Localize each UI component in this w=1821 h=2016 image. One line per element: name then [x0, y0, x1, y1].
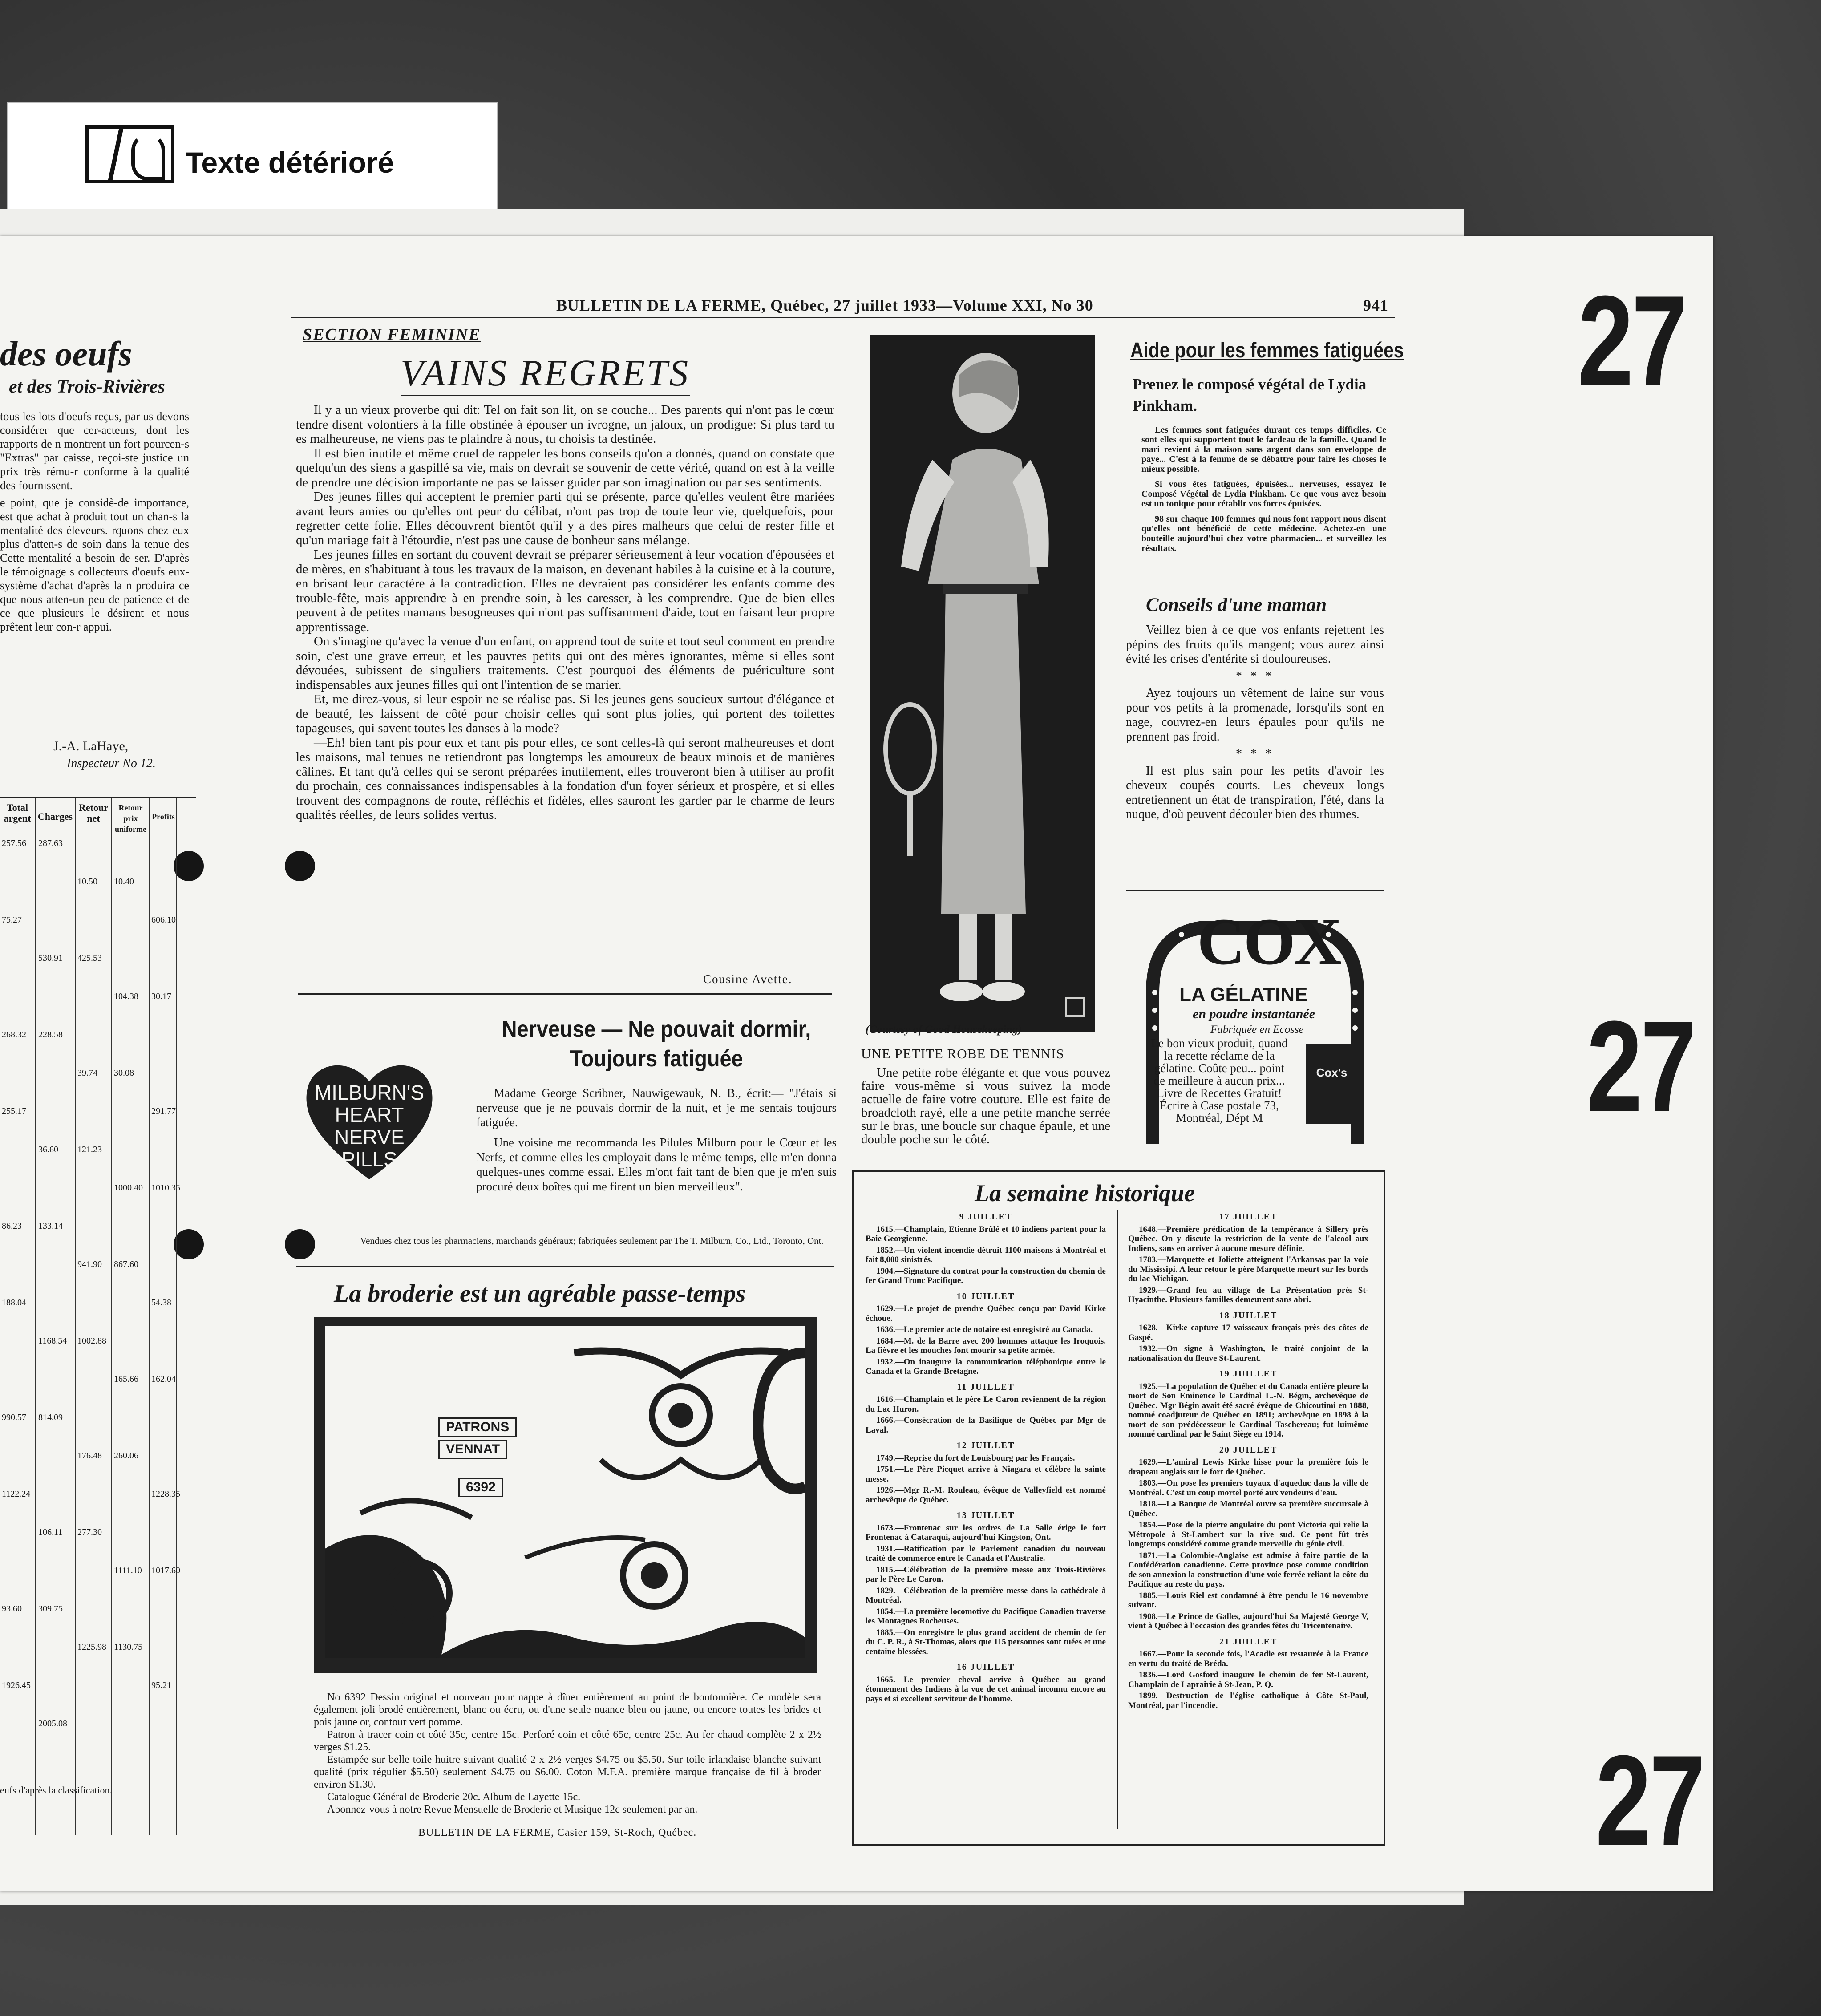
- pinkham-ad-text: [1141, 425, 1386, 559]
- article-paragraph: Il y a un vieux proverbe qui dit: Tel on fait son lit, on se couche... Des parents qui n'ont pas le cœur tendre disent volontiers à la fille obstinée à épouser un ivrogne, un jaloux, un prodigue: Si plus tard tu es malheureuse, ne viens pas te plaindre à nous, tu choisis ta destinée.: [296, 403, 834, 446]
- cox-brand-name: COX: [1197, 905, 1340, 979]
- section-rule: [298, 993, 832, 995]
- deteriorated-text-icon: [85, 125, 174, 183]
- embroidery-paragraph: Abonnez-vous à notre Revue Mensuelle de Broderie et Musique 12c seulement par an.: [327, 1804, 698, 1815]
- historical-entry: 1749.—Reprise du fort de Louisbourg par les Français.: [876, 1453, 1075, 1463]
- pinkham-paragraph: Si vous êtes fatiguées, épuisées... nerveuses, essayez le Composé Végétal de Lydia Pinkham. Ce que vous avez besoin est un tonique pour rétablir vos forces épuisées.: [1141, 479, 1386, 509]
- historical-entry: 1929.—Grand feu au village de La Présentation près St-Hyacinthe. Plusieurs familles demeurent sans abri.: [1128, 1285, 1368, 1304]
- table-cell: 425.53: [77, 953, 102, 963]
- historical-week-title: La semaine historique: [975, 1180, 1195, 1206]
- tennis-dress-text: [861, 1066, 1110, 1146]
- table-cell: 162.04: [151, 1374, 176, 1384]
- historical-entry: 1885.—On enregistre le plus grand accident de chemin de fer du C. P. R., à St-Thomas, alors que 115 personnes sont tuées et une centaine blessées.: [866, 1627, 1106, 1656]
- table-cell: 104.38: [114, 992, 138, 1001]
- historical-entry: 1665.—Le premier cheval arrive à Québec au grand étonnement des Indiens à la vue de cet animal inconnu encore au pays et si excellent serviteur de l'homme.: [866, 1675, 1106, 1704]
- table-cell: 268.32: [2, 1030, 26, 1040]
- column-divider: [1117, 1210, 1118, 1829]
- pinkham-ad-subtitle: Prenez le composé végétal de Lydia Pinkham.: [1133, 376, 1367, 414]
- historical-date: 17 JUILLET: [1219, 1212, 1278, 1222]
- table-cell: 941.90: [77, 1259, 102, 1269]
- historical-entry: 1871.—La Colombie-Anglaise est admise à faire partie de la Confédération canadienne. Cette province pose comme condition de son annexion la construction d'une voie ferrée reliant la côte du Pacifique au reste du pays.: [1128, 1550, 1368, 1589]
- embroidery-address: BULLETIN DE LA FERME, Casier 159, St-Roch, Québec.: [418, 1827, 697, 1838]
- historical-date: 10 JUILLET: [956, 1291, 1015, 1301]
- historical-entry: 1885.—Louis Riel est condamné à être pendu le 16 novembre suivant.: [1128, 1591, 1368, 1610]
- milburn-paragraph: Madame George Scribner, Nauwigewauk, N. B., écrit:— "J'étais si nerveuse que je ne pouvais dormir de la nuit, et je me sentais toujours fatiguée.: [476, 1086, 837, 1129]
- left-column-title: des oeufs: [0, 334, 132, 373]
- historical-date: 18 JUILLET: [1219, 1310, 1278, 1320]
- historical-entry: 1629.—L'amiral Lewis Kirke hisse pour la première fois le drapeau anglais sur le fort de Québec.: [1128, 1457, 1368, 1477]
- historical-entry: 1636.—Le premier acte de notaire est enregistré au Canada.: [876, 1325, 1093, 1334]
- historical-entry: 1926.—Mgr R.-M. Rouleau, évêque de Valleyfield est nommé archevêque de Québec.: [866, 1486, 1106, 1505]
- historical-entry: 1803.—On pose les premiers tuyaux d'aqueduc dans la ville de Montréal. C'est un coup mortel porté aux vendeurs d'eau.: [1128, 1478, 1368, 1498]
- embroidery-pattern-drawing: [325, 1326, 805, 1658]
- article-paragraph: —Eh! bien tant pis pour eux et tant pis pour elles, ce sont celles-là qui seront malheureuses et dont les maisons, mal tenues ne retiendront pas longtemps les amoureux de beaux minois et de manières câlines. Et tant qu'à celles qui se seront préparées inutilement, elles trouveront bien à utiliser au profit du prochain, ces connaissances indispensables à la fondation d'un foyer sérieux et prospère, et si elles trouvent des compagnons de route, réfléchis et fidèles, elles sauront les garder par le charme de leurs qualités réelles, de leurs solides vertus.: [296, 735, 834, 822]
- historical-entry: 1815.—Célébration de la première messe aux Trois-Rivières par le Père Le Caron.: [866, 1565, 1106, 1584]
- historical-entry: 1818.—La Banque de Montréal ouvre sa première succursale à Québec.: [1128, 1499, 1368, 1518]
- page-number-middle: 27: [1586, 994, 1695, 1138]
- historical-date: 21 JUILLET: [1219, 1636, 1278, 1647]
- table-cell: 255.17: [2, 1106, 26, 1116]
- tennis-dress-illustration: [870, 335, 1095, 1032]
- table-header: Profits: [152, 812, 175, 821]
- historical-entry: 1666.—Consécration de la Basilique de Québec par Mgr de Laval.: [866, 1416, 1106, 1435]
- conseils-paragraph: Ayez toujours un vêtement de laine sur vous pour vos petits à la promenade, lorsqu'ils sont en nage, couvrez-en leurs épaules pour qu'ils ne prennent pas froid.: [1126, 686, 1384, 744]
- pinkham-paragraph: 98 sur chaque 100 femmes qui nous font rapport nous disent qu'elles ont bénéficié de cette médecine. Achetez-en une bouteille aujourd'hui chez votre pharmacien... et surveillez les résultats.: [1141, 514, 1386, 553]
- historical-entry: 1854.—La première locomotive du Pacifique Canadien traverse les Montagnes Rocheuses.: [866, 1607, 1106, 1626]
- historical-date: 11 JUILLET: [957, 1382, 1015, 1392]
- table-cell: 291.77: [151, 1106, 176, 1116]
- table-header: Total argent: [4, 802, 31, 824]
- table-header: Retour prix uniforme: [115, 803, 146, 834]
- table-cell: 133.14: [38, 1221, 63, 1231]
- table-cell: 86.23: [2, 1221, 22, 1231]
- embroidery-paragraph: Estampée sur belle toile huitre suivant qualité 2 x 2½ verges $4.75 ou $5.50. Sur toile irlandaise blanche suivant qualité (prix régulier $5.50) seulement $4.75 ou $6.00. Coton M.F.A. première marque française de fil à broder environ $1.30.: [314, 1754, 821, 1790]
- historical-entry: 1854.—Pose de la pierre angulaire du pont Victoria qui relie la Métropole à St-Lambert sur la rive sud. Ce pont fût très longtemps considéré comme grande merveille du génie civil.: [1128, 1520, 1368, 1549]
- historical-column-right: [1128, 1206, 1368, 1712]
- article-paragraph: Il est bien inutile et même cruel de rappeler les bons conseils qu'on a donnés, quand on constate que quelqu'un des siens a gaspillé sa vie, mais on devrait se souvenir de cette vérité, quand on est à la veille de prendre une décision importante ne pas se laisser guider par son imagination ou par ses sentiments.: [296, 446, 834, 490]
- conseils-paragraph: Veillez bien à ce que vos enfants rejettent les pépins des fruits qu'ils mangent; vous aurez ainsi évité les crises d'entérite si douloureuses.: [1126, 623, 1384, 666]
- table-cell: 1017.60: [151, 1566, 180, 1575]
- left-column-paragraph: e point, que je considè-de importance, est que achat à produit tout un chan-s la mentalité des éleveurs. rquons chez eux plus d'atten-s de soin dans la tenue des Cette mentalité a besoin de ser. D'après le témoignage s collecteurs d'oeufs eux-système d'achat d'après la n produira ce que nous atten-un peu de patience et de ce que plusieurs le désirent et nous prêtent leur con-r appui.: [0, 496, 189, 633]
- cox-product: LA GÉLATINE: [1179, 984, 1308, 1005]
- cox-box-label: Cox's: [1316, 1066, 1348, 1079]
- article-signature: Cousine Avette.: [703, 972, 793, 986]
- article-body: [296, 403, 834, 822]
- photo-credit: (Courtesy of Good Housekeeping): [866, 1024, 1022, 1036]
- table-cell: 530.91: [38, 953, 63, 963]
- embroidery-paragraph: Patron à tracer coin et côté 35c, centre 15c. Perforé coin et côté 65c, centre 25c. Au fer chaud complète 2 x 2½ verges $1.25.: [314, 1729, 821, 1753]
- pattern-label: VENNAT: [438, 1440, 507, 1459]
- conseils-paragraph: Il est plus sain pour les petits d'avoir les cheveux coupés courts. Les cheveux longs entretiennent un état de transpiration, l'été, dans la nuque, d'où peuvent découler bien des rhumes.: [1126, 764, 1384, 821]
- binder-hole: [285, 1229, 315, 1259]
- section-label: SECTION FEMININE: [303, 325, 481, 344]
- embroidery-paragraph: Catalogue Général de Broderie 20c. Album de Layette 15c.: [327, 1791, 581, 1803]
- header-rule: [291, 317, 1395, 318]
- cox-ad-text: Le bon vieux produit, quand la recette réclame de la gélatine. Coûte peu... point de meilleure à aucun prix... Livre de Recettes Gratuit! Écrire à Case postale 73, Montréal, Dépt M: [1151, 1036, 1288, 1125]
- running-head-text: BULLETIN DE LA FERME, Québec, 27 juillet 1933—Volume XXI, No 30: [556, 296, 1093, 314]
- embroidery-title: La broderie est un agréable passe-temps: [334, 1280, 746, 1308]
- historical-date: 9 JUILLET: [959, 1212, 1012, 1222]
- table-cell: 228.58: [38, 1030, 63, 1040]
- table-cell: 54.38: [151, 1298, 171, 1308]
- historical-entry: 1925.—La population de Québec et du Canada entière pleure la mort de Son Eminence le Cardinal L.-N. Bégin, archevêque de Québec. Mgr Bégin avait été sacré évêque de Chicoutimi en 1888, nommé coadjuteur de Québec en 1891; archevêque en 1898 à la mort de son prédécesseur le Cardinal Taschereau; fut luimême nommé cardinal par le Saint Siège en 1914.: [1128, 1381, 1368, 1439]
- conseils-title: Conseils d'une maman: [1146, 595, 1327, 615]
- article-title: VAINS REGRETS: [401, 352, 690, 396]
- table-cell: 10.40: [114, 877, 134, 887]
- table-cell: 75.27: [2, 915, 22, 925]
- left-column-inspector: Inspecteur No 12.: [67, 757, 156, 770]
- historical-entry: 1932.—On signe à Washington, le traité conjoint de la nationalisation du fleuve St-Laurent.: [1128, 1344, 1368, 1363]
- historical-column-left: [866, 1206, 1106, 1705]
- left-column-subtitle: et des Trois-Rivières: [9, 376, 165, 397]
- table-cell: 260.06: [114, 1451, 138, 1461]
- milburn-ad-title: Nerveuse — Ne pouvait dormir, Toujours fatiguée: [502, 1016, 811, 1072]
- historical-entry: 1648.—Première prédication de la tempérance à Sillery près Québec. On y discute la restriction de la vente de l'alcool aux Indiens, sans en arriver à aucune mesure définie.: [1128, 1224, 1368, 1253]
- table-cell: 165.66: [114, 1374, 138, 1384]
- table-cell: 867.60: [114, 1259, 138, 1269]
- table-cell: 990.57: [2, 1413, 26, 1422]
- article-paragraph: Les jeunes filles en sortant du couvent devrait se préparer sérieusement à leur vocation d'épousées et de mères, en s'habituant à tous les travaux de la maison, en devenant habiles à la cuisine et à la couture, en brisant leur caractère à la contradiction. Elles ne devraient pas considérer les enfants comme des trouble-fête, mais apprendre à en prendre soin, à les caresser, à les comprendre. Que de bien elles peuvent à de petites mamans besogneuses qui n'ont pas suffisamment d'aide, tout en faisant leur propre apprentissage.: [296, 547, 834, 634]
- historical-entry: 1852.—Un violent incendie détruit 1100 maisons à Montréal et fait 8,000 sinistrés.: [866, 1245, 1106, 1264]
- egg-table: [0, 797, 196, 1835]
- milburn-paragraph: Une voisine me recommanda les Pilules Milburn pour le Cœur et les Nerfs, et comme elles les employait dans le même temps, elle m'en donna quelques-unes comme essai. Elles m'ont fait tant de bien que je m'en suis procuré deux boîtes qui me firent un bien merveilleux".: [476, 1136, 837, 1193]
- binder-hole: [285, 851, 315, 881]
- table-cell: 39.74: [77, 1068, 97, 1078]
- historical-entry: 1904.—Signature du contrat pour la construction du chemin de fer Grand Tronc Pacifique.: [866, 1266, 1106, 1285]
- historical-date: 13 JUILLET: [956, 1510, 1015, 1520]
- table-cell: 93.60: [2, 1604, 22, 1614]
- milburn-ad-text: [476, 1086, 837, 1199]
- pattern-number: 6392: [458, 1478, 503, 1497]
- table-cell: 95.21: [151, 1680, 171, 1690]
- historical-entry: 1673.—Frontenac sur les ordres de La Salle érige le fort Frontenac à Cataraqui, aujourd'hui Kingston, Ont.: [866, 1523, 1106, 1542]
- historical-entry: 1829.—Célébration de la première messe dans la cathédrale à Montréal.: [866, 1586, 1106, 1605]
- table-cell: 1225.98: [77, 1642, 106, 1652]
- table-cell: 814.09: [38, 1413, 63, 1422]
- table-cell: 277.30: [77, 1527, 102, 1537]
- table-cell: 1228.35: [151, 1489, 180, 1499]
- table-cell: 121.23: [77, 1145, 102, 1154]
- historical-entry: 1836.—Lord Gosford inaugure le chemin de fer St-Laurent, Champlain de Laprairie à St-Jean, P. Q.: [1128, 1670, 1368, 1689]
- table-cell: 30.17: [151, 992, 171, 1001]
- table-header: Charges: [37, 811, 73, 822]
- historical-entry: 1751.—Le Père Picquet arrive à Niagara et célèbre la sainte messe.: [866, 1465, 1106, 1484]
- cox-made-in: Fabriquée en Ecosse: [1210, 1024, 1304, 1036]
- table-cell: 30.08: [114, 1068, 134, 1078]
- historical-entry: 1667.—Pour la seconde fois, l'Acadie est restaurée à la France en vertu du traité de Bréda.: [1128, 1649, 1368, 1668]
- table-cell: 188.04: [2, 1298, 26, 1308]
- pinkham-paragraph: Les femmes sont fatiguées durant ces temps difficiles. Ce sont elles qui supportent tout le fardeau de la famille. Quand le mari revient à la maison sans argent dans son enveloppe de paye... C'est à la femme de se débattre pour faire les choses le mieux possible.: [1141, 425, 1386, 474]
- table-cell: 106.11: [38, 1527, 63, 1537]
- historical-date: 12 JUILLET: [956, 1441, 1015, 1450]
- historical-entry: 1684.—M. de la Barre avec 200 hommes attaque les Iroquois. La fièvre et les mouches font mourir sa petite armée.: [866, 1336, 1106, 1355]
- left-column-paragraph: tous les lots d'oeufs reçus, par us devons considérer que cer-acteurs, dont les rapports de n montrent un fort pourcen-s "Extras" par caisse, reçoi-ste justice un prix très rému-r conforme à la qualité des fournissent.: [0, 410, 189, 492]
- table-cell: 36.60: [38, 1145, 58, 1154]
- table-cell: 1122.24: [2, 1489, 31, 1499]
- pinkham-ad-title: Aide pour les femmes fatiguées: [1130, 339, 1404, 362]
- deterioration-label: Texte détérioré: [186, 146, 394, 179]
- table-cell: 2005.08: [38, 1719, 67, 1729]
- historical-entry: 1931.—Ratification par le Parlement canadien du nouveau traité de commerce entre le Canada et l'Australie.: [866, 1544, 1106, 1563]
- table-cell: 1168.54: [38, 1336, 67, 1346]
- table-cell: 1002.88: [77, 1336, 106, 1346]
- page-number-bottom: 27: [1595, 1729, 1704, 1873]
- historical-entry: 1616.—Champlain et le père Le Caron reviennent de la région du Lac Huron.: [866, 1395, 1106, 1414]
- historical-entry: 1615.—Champlain, Etienne Brûlé et 10 indiens partent pour la Baie Georgienne.: [866, 1224, 1106, 1243]
- historical-date: 20 JUILLET: [1219, 1445, 1278, 1455]
- historical-entry: 1628.—Kirke capture 17 vaisseaux français près des côtes de Gaspé.: [1128, 1323, 1368, 1342]
- separator-stars: * * *: [1236, 669, 1274, 683]
- historical-date: 16 JUILLET: [956, 1662, 1015, 1672]
- running-head-page: 941: [1363, 296, 1388, 314]
- running-head: [556, 296, 1388, 315]
- table-cell: 1010.35: [151, 1183, 180, 1193]
- table-cell: 1111.10: [114, 1566, 142, 1575]
- section-rule: [1126, 890, 1384, 891]
- page-number-top: 27: [1578, 269, 1686, 413]
- separator-stars: * * *: [1236, 747, 1274, 761]
- left-column-text: [0, 409, 189, 637]
- table-cell: 257.56: [2, 838, 26, 848]
- cox-subtitle: en poudre instantanée: [1193, 1007, 1315, 1021]
- historical-entry: 1783.—Marquette et Joliette atteignent l'Arkansas par la voie du Mississipi. A leur retour le père Marquette meurt sur les bords du lac Michigan.: [1128, 1255, 1368, 1283]
- historical-entry: 1629.—Le projet de prendre Québec conçu par David Kirke échoue.: [866, 1304, 1106, 1323]
- table-cell: 287.63: [38, 838, 63, 848]
- table-header: Retour net: [79, 802, 108, 824]
- cox-product-box: [1306, 1044, 1357, 1124]
- milburn-heart-label: MILBURN'S HEART NERVE PILLS: [314, 1081, 425, 1171]
- article-paragraph: Des jeunes filles qui acceptent le premier parti qui se présente, parce qu'elles veulent être mariées avant leurs amies ou qu'elles ont peur du célibat, n'ont pas trop de toute leur vie, quelquefois, pour regretter cette folie. Elles découvrent bientôt qu'il y a des pires malheurs que celui de rester fille et qu'un mariage fait à l'étourdie, n'est pas une cause de bonheur sans mélange.: [296, 490, 834, 547]
- table-cell: 10.50: [77, 877, 97, 887]
- table-cell: 606.10: [151, 915, 176, 925]
- table-cell: 1000.40: [114, 1183, 143, 1193]
- table-cell: 309.75: [38, 1604, 63, 1614]
- milburn-ad-footer: Vendues chez tous les pharmaciens, marchands généraux; fabriquées seulement par The T. Milburn, Co., Ltd., Toronto, Ont.: [360, 1235, 824, 1246]
- article-paragraph: On s'imagine qu'avec la venue d'un enfant, on apprend tout de suite et tout seul comment en prendre soin, c'est une grave erreur, et les pauvres petits qui ont des mères ignorantes, même si elles sont dévouées, subissent de singuliers traitements. C'est pourquoi des éléments de puériculture sont indispensables aux jeunes filles qui ont l'intention de se marier.: [296, 634, 834, 692]
- embroidery-text: [314, 1691, 821, 1816]
- historical-date: 19 JUILLET: [1219, 1369, 1278, 1379]
- table-cell: 1130.75: [114, 1642, 143, 1652]
- tennis-dress-paragraph: Une petite robe élégante et que vous pouvez faire vous-même si vous suivez la mode actuelle de faire votre couture. Elle est faite de broadcloth rayé, elle a une petite manche serrée sur le bras, une boucle sur chaque épaule, et une double poche sur le côté.: [861, 1065, 1110, 1146]
- historical-entry: 1908.—Le Prince de Galles, aujourd'hui Sa Majesté George V, vient à Québec à l'occasion des grandes fêtes du Tricentenaire.: [1128, 1611, 1368, 1631]
- historical-entry: 1932.—On inaugure la communication téléphonique entre le Canada et la Grande-Bretagne.: [866, 1357, 1106, 1376]
- tennis-dress-title: UNE PETITE ROBE DE TENNIS: [861, 1046, 1064, 1061]
- deterioration-tag: [7, 102, 498, 211]
- left-partial-column: [0, 325, 196, 1860]
- pattern-label: PATRONS: [438, 1417, 517, 1437]
- conseils-text: [1126, 623, 1384, 822]
- table-cell: 176.48: [77, 1451, 102, 1461]
- article-paragraph: Et, me direz-vous, si leur espoir ne se réalise pas. Si les jeunes gens soucieux surtout d'élégance et de beauté, les laissent de côté pour choisir celles qui sont plus jolies, qui portent des toilettes tapageuses, qui savent toutes les danses à la mode?: [296, 692, 834, 735]
- historical-entry: 1899.—Destruction de l'église catholique à Côte St-Paul, Montréal, par l'incendie.: [1128, 1691, 1368, 1710]
- left-column-footnote: eufs d'après la classification.: [0, 1785, 112, 1796]
- embroidery-paragraph: No 6392 Dessin original et nouveau pour nappe à dîner entièrement au point de boutonnière. Ce modèle sera également joli brodé entièrement, blanc ou écru, ou d'une seule nuance bleu ou jaune, ou encore toutes les brides et pois jaune or, contour vert pomme.: [314, 1692, 821, 1728]
- section-rule: [296, 1266, 834, 1267]
- table-cell: 1926.45: [2, 1680, 31, 1690]
- left-column-signature: J.-A. LaHaye,: [53, 739, 129, 753]
